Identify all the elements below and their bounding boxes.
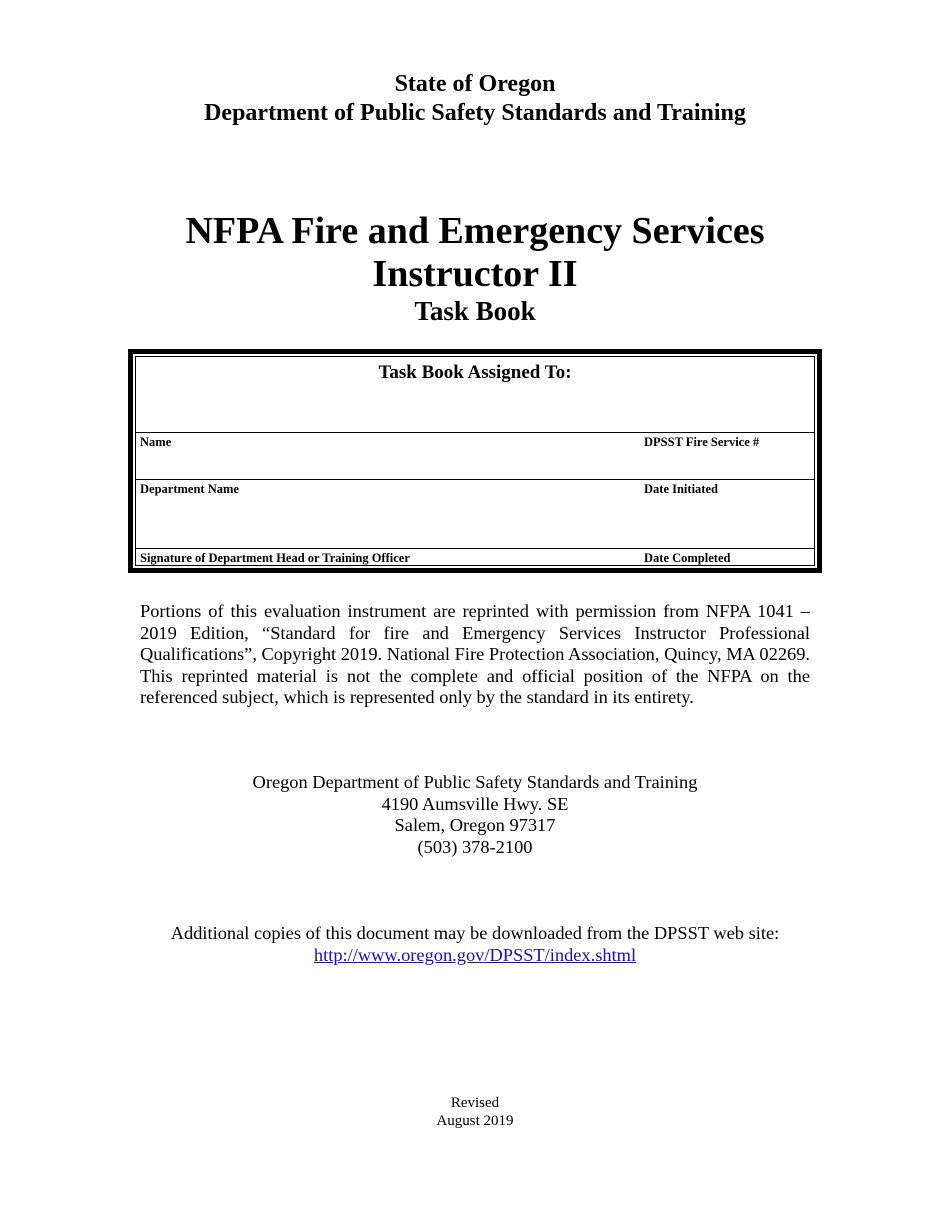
name-field-line[interactable] [136, 432, 814, 433]
signature-field-line[interactable] [136, 548, 814, 549]
department-name: Department of Public Safety Standards and Training [204, 100, 746, 126]
date-completed-label: Date Completed [644, 551, 731, 565]
revision-block [0, 1094, 950, 1130]
assignment-heading: Task Book Assigned To: [378, 362, 572, 383]
dpsst-website-link[interactable]: http://www.oregon.gov/DPSST/index.shtml [313, 944, 637, 965]
address-city: Salem, Oregon 97317 [394, 815, 556, 835]
name-label: Name [140, 435, 172, 449]
revision-label: Revised [450, 1095, 500, 1111]
date-initiated-label: Date Initiated [644, 482, 718, 496]
dpsst-number-label: DPSST Fire Service # [644, 435, 760, 449]
state-name: State of Oregon [394, 71, 556, 97]
copies-block [0, 923, 950, 966]
assignment-box [128, 349, 822, 573]
agency-header [0, 70, 950, 128]
address-street: 4190 Aumsville Hwy. SE [381, 793, 569, 814]
document-subtitle: Task Book [414, 296, 536, 326]
document-title [0, 210, 950, 296]
signature-label: Signature of Department Head or Training Officer [140, 551, 410, 565]
revision-date: August 2019 [436, 1113, 514, 1129]
address-org: Oregon Department of Public Safety Standards and Training [252, 772, 698, 792]
address-block [0, 772, 950, 858]
assignment-box-inner [135, 356, 815, 566]
title-line-2: Instructor II [372, 253, 578, 295]
department-field-line[interactable] [136, 479, 814, 480]
permission-paragraph: Portions of this evaluation instrument are reprinted with permission from NFPA 1041 – 2019 Edition, “Standard for fire and Emergency Services Instructor Professional Qualifications”, Copyright 2019. National Fire Protection Association, Quincy, MA 02269. This reprinted material is not the complete and official position of the NFPA on the referenced subject, which is represented only by the standard in its entirety. [140, 601, 810, 707]
department-name-label: Department Name [140, 482, 239, 496]
copies-text: Additional copies of this document may be downloaded from the DPSST web site: [170, 923, 780, 943]
title-line-1: NFPA Fire and Emergency Services [185, 210, 765, 252]
address-phone: (503) 378-2100 [417, 836, 533, 857]
